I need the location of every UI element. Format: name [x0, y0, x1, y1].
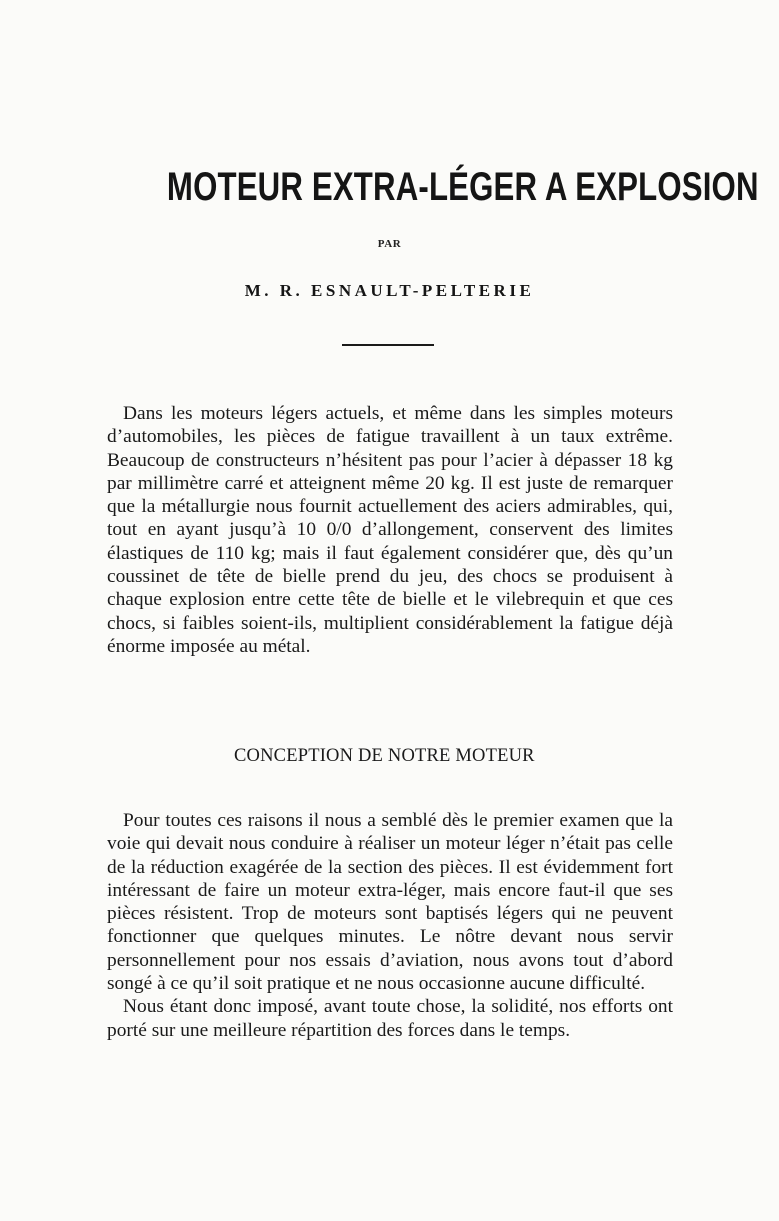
author-name: M. R. ESNAULT-PELTERIE	[244, 281, 535, 300]
intro-section	[107, 402, 673, 658]
section-heading: CONCEPTION DE NOTRE MOTEUR	[234, 746, 535, 766]
title-divider	[342, 344, 434, 346]
paragraph: Nous étant donc imposé, avant toute chose, la solidité, nos efforts ont porté sur une meilleure répartition des forces dans le temps.	[107, 996, 673, 1041]
byline-par: PAR	[377, 238, 402, 250]
conception-section	[107, 809, 673, 1042]
article-title: MOTEUR EXTRA-LÉGER A EXPLOSION	[166, 165, 759, 209]
paragraph: Dans les moteurs légers actuels, et même dans les simples moteurs d’automobiles, les pièces de fatigue travaillent à un taux extrême. Beaucoup de constructeurs n’hésitent pas pour l’acier à dépasser 18 kg par millimètre carré et atteignent même 20 kg. Il est juste de remarquer que la métallurgie nous fournit actuellement des aciers admirables, qui, tout en ayant jusqu’à 10 0/0 d’allongement, conservent des limites élastiques de 110 kg; mais il faut également considérer que, dès qu’un coussinet de tête de bielle prend du jeu, des chocs se produisent à chaque explosion entre cette tête de bielle et le vilebrequin et que ces chocs, si faibles soient-ils, multiplient considérablement la fatigue déjà énorme imposée au métal.	[107, 403, 673, 657]
paragraph: Pour toutes ces raisons il nous a semblé dès le premier examen que la voie qui devait nous conduire à réaliser un moteur léger n’était pas celle de la réduction exagérée de la section des pièces. Il est évidemment fort intéressant de faire un moteur extra-léger, mais encore faut-il que ses pièces résistent. Trop de moteurs sont baptisés légers qui ne peuvent fonctionner que quelques minutes. Le nôtre devant nous servir personnellement pour nos essais d’aviation, nous avons tout d’abord songé à ce qu’il soit pratique et ne nous occasionne aucune difficulté.	[107, 810, 673, 995]
